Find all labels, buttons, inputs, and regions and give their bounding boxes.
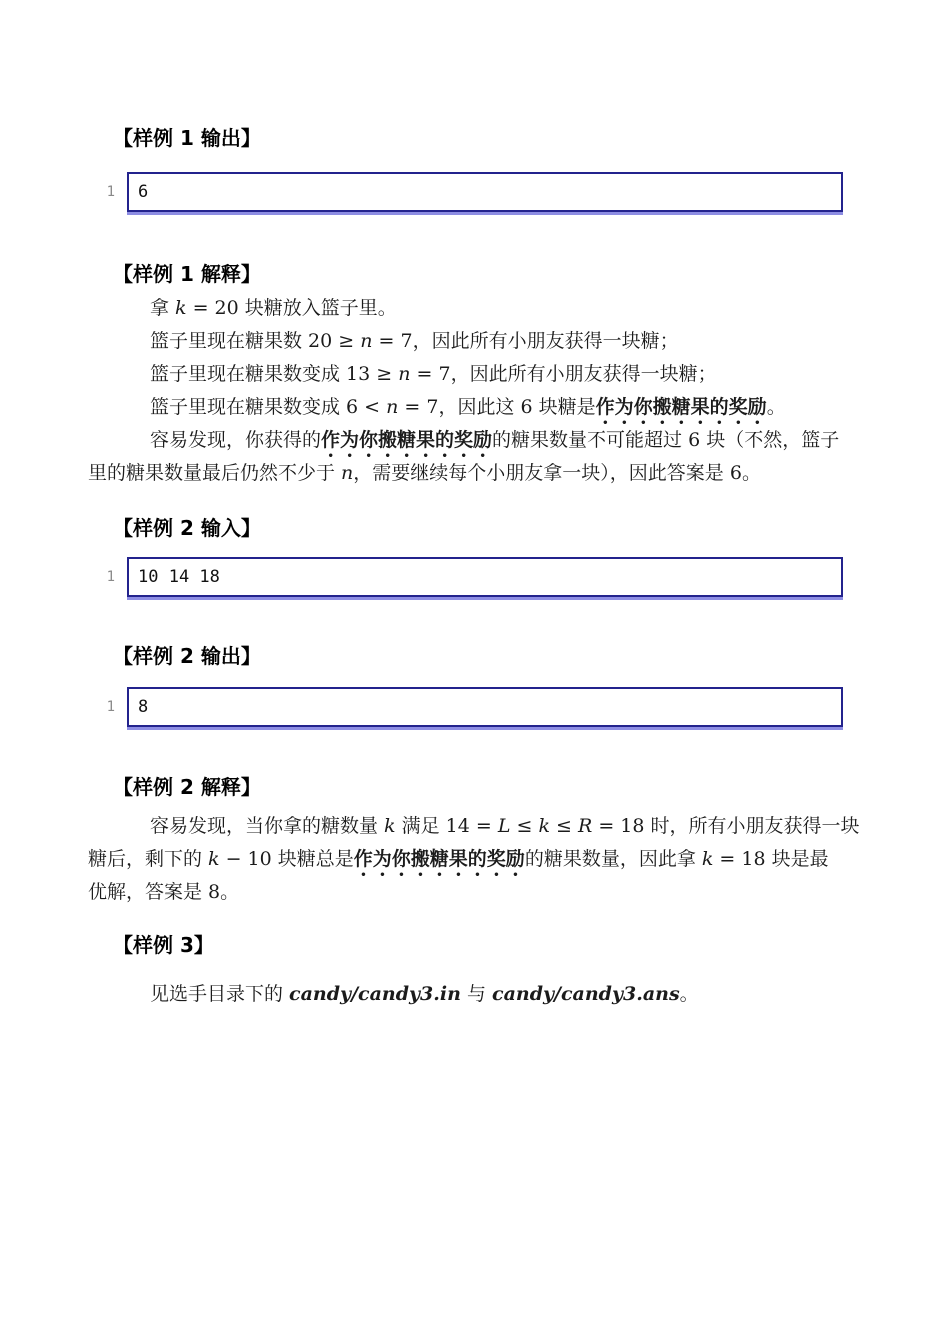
mnum-text: 14 = xyxy=(445,815,498,837)
mvar-text: L xyxy=(497,815,511,837)
mvar-text: k xyxy=(175,297,187,319)
body-text: 块是最 xyxy=(765,848,829,870)
text-line xyxy=(88,876,860,909)
text-line xyxy=(88,810,860,843)
text-line xyxy=(88,457,839,490)
text-line xyxy=(88,292,839,325)
mnum-text: 8 xyxy=(208,881,221,903)
mvar-text: n xyxy=(341,462,354,484)
embold-text: 作为你搬糖果的奖励 xyxy=(595,396,767,418)
body-text: 拿 xyxy=(150,297,176,319)
heading-sample2-output: 【样例 2 输出】 xyxy=(113,644,261,668)
filepath-text: candy/candy3.in xyxy=(289,983,461,1005)
body-text: 优解，答案是 xyxy=(88,881,209,903)
body-text: 块糖总是 xyxy=(271,848,354,870)
code-block-sample2-input xyxy=(106,557,843,597)
body-text: 容易发现，当你拿的糖数量 xyxy=(150,815,385,837)
text-line xyxy=(88,391,839,424)
paragraph-sample2-explanation xyxy=(88,810,860,909)
body-text: 里的糖果数量最后仍然不少于 xyxy=(88,462,342,484)
mnum-text: = 7 xyxy=(410,363,451,385)
paragraph-sample3-note xyxy=(88,978,699,1011)
body-text: 。 xyxy=(220,881,240,903)
mvar-text: k xyxy=(384,815,396,837)
body-text: ，因此所有小朋友获得一块糖； xyxy=(412,330,679,352)
heading-sample1-explain: 【样例 1 解释】 xyxy=(113,262,261,286)
body-text: 篮子里现在糖果数 xyxy=(150,330,309,352)
mvar-text: k xyxy=(701,848,714,870)
mnum-text: − 10 xyxy=(219,848,272,870)
body-text: 满足 xyxy=(395,815,446,837)
text-line xyxy=(88,325,839,358)
embold-text: 作为你搬糖果的奖励 xyxy=(353,848,525,870)
body-text: ，因此所有小朋友获得一块糖； xyxy=(450,363,717,385)
code-block-sample1-output xyxy=(106,172,843,212)
heading-sample2-input: 【样例 2 输入】 xyxy=(113,516,261,540)
mnum-text: 6 < xyxy=(346,396,387,418)
body-text: 。 xyxy=(766,396,786,418)
body-text: 与 xyxy=(460,983,492,1005)
text-line xyxy=(88,843,860,876)
mnum-text: = 18 xyxy=(713,848,766,870)
line-number: 1 xyxy=(106,699,115,715)
body-text: 块糖放入篮子里。 xyxy=(238,297,397,319)
mnum-text: 13 ≥ xyxy=(346,363,399,385)
mnum-text: = 7 xyxy=(372,330,413,352)
mvar-text: k xyxy=(208,848,220,870)
paragraph-sample1-explanation xyxy=(88,292,839,490)
mvar-text: R xyxy=(577,815,593,837)
mnum-text: = 20 xyxy=(186,297,239,319)
text-line xyxy=(88,358,839,391)
mvar-text: n xyxy=(386,396,399,418)
body-text: 。 xyxy=(679,983,699,1005)
mvar-text: n xyxy=(360,330,373,352)
text-line xyxy=(88,424,839,457)
body-text: 的糖果数量不可能超过 xyxy=(492,429,689,451)
mnum-text: 6 xyxy=(729,462,742,484)
body-text: ，因此这 xyxy=(438,396,521,418)
heading-sample1-output: 【样例 1 输出】 xyxy=(113,126,261,150)
code-block-sample2-output xyxy=(106,687,843,727)
mnum-text: ≤ xyxy=(510,815,539,837)
text-line xyxy=(88,978,699,1011)
code-text: 6 xyxy=(138,182,149,202)
body-text: 块糖是 xyxy=(532,396,596,418)
heading-sample3: 【样例 3】 xyxy=(113,933,214,957)
body-text: 块（不然，篮子 xyxy=(700,429,840,451)
body-text: 篮子里现在糖果数变成 xyxy=(150,363,347,385)
code-text: 10 14 18 xyxy=(138,567,220,587)
body-text: 见选手目录下的 xyxy=(150,983,290,1005)
line-number: 1 xyxy=(106,569,115,585)
body-text: 时，所有小朋友获得一块 xyxy=(644,815,860,837)
body-text: 容易发现，你获得的 xyxy=(150,429,322,451)
heading-sample2-explain: 【样例 2 解释】 xyxy=(113,775,261,799)
mvar-text: n xyxy=(398,363,411,385)
body-text: 糖后，剩下的 xyxy=(88,848,209,870)
body-text: 。 xyxy=(741,462,761,484)
code-text: 8 xyxy=(138,697,149,717)
mnum-text: = 18 xyxy=(592,815,645,837)
mnum-text: = 7 xyxy=(398,396,439,418)
mnum-text: 6 xyxy=(520,396,533,418)
body-text: 的糖果数量，因此拿 xyxy=(524,848,702,870)
body-text: ，需要继续每个小朋友拿一块），因此答案是 xyxy=(353,462,730,484)
mnum-text: 20 ≥ xyxy=(308,330,361,352)
mvar-text: k xyxy=(538,815,550,837)
mnum-text: 6 xyxy=(688,429,701,451)
embold-text: 作为你搬糖果的奖励 xyxy=(321,429,493,451)
filepath-text: candy/candy3.ans xyxy=(492,983,680,1005)
body-text: 篮子里现在糖果数变成 xyxy=(150,396,347,418)
line-number: 1 xyxy=(106,184,115,200)
mnum-text: ≤ xyxy=(549,815,578,837)
